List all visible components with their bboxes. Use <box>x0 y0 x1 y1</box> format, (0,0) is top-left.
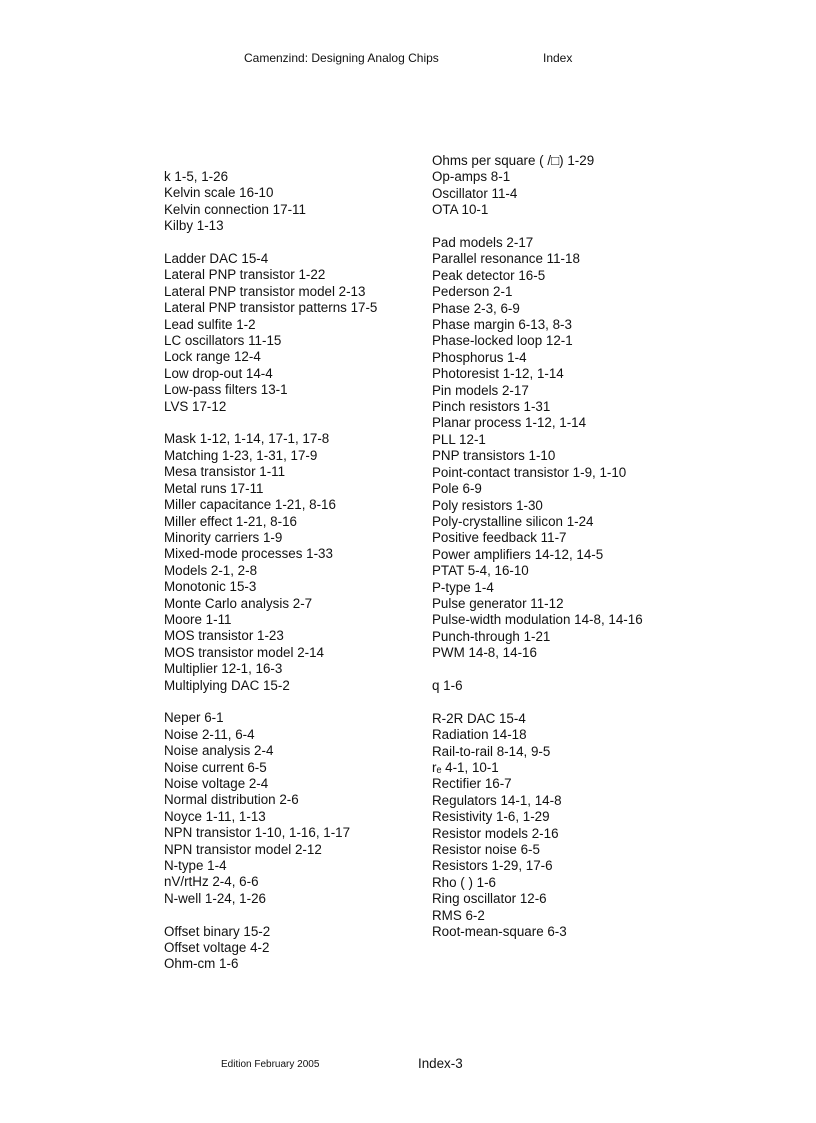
index-entry: Pederson 2-1 <box>432 284 513 300</box>
index-entry: Noise analysis 2-4 <box>164 743 274 759</box>
index-entry: Lock range 12-4 <box>164 349 261 365</box>
index-entry: Resistor noise 6-5 <box>432 842 540 858</box>
index-entry: Low-pass filters 13-1 <box>164 382 288 398</box>
index-entry: Mesa transistor 1-11 <box>164 464 286 480</box>
index-entry: q 1-6 <box>432 677 463 693</box>
index-entry: rₑ 4-1, 10-1 <box>432 759 499 775</box>
index-entry: Root-mean-square 6-3 <box>432 924 567 940</box>
index-entry: Low drop-out 14-4 <box>164 365 273 381</box>
index-letter-group <box>432 711 762 941</box>
index-entry: Lateral PNP transistor patterns 17-5 <box>164 300 378 316</box>
running-header-title: Camenzind: Designing Analog Chips <box>244 51 439 65</box>
index-entry: Lateral PNP transistor model 2-13 <box>164 283 366 299</box>
index-letter-group <box>432 678 762 694</box>
index-entry: MOS transistor model 2-14 <box>164 644 325 660</box>
index-entry: Regulators 14-1, 14-8 <box>432 792 562 808</box>
index-entry: MOS transistor 1-23 <box>164 628 284 644</box>
page-number: Index-3 <box>418 1056 463 1071</box>
index-entry: Kilby 1-13 <box>164 218 224 234</box>
index-entry: Pinch resistors 1-31 <box>432 399 551 415</box>
index-column-right <box>432 153 762 957</box>
index-entry: Resistor models 2-16 <box>432 825 559 841</box>
index-entry: PNP transistors 1-10 <box>432 448 556 464</box>
index-entry: Moore 1-11 <box>164 611 232 627</box>
index-entry: Miller capacitance 1-21, 8-16 <box>164 497 336 513</box>
index-entry: Ohms per square ( /□) 1-29 <box>432 153 595 168</box>
index-entry: Phosphorus 1-4 <box>432 349 527 365</box>
index-entry: Noise current 6-5 <box>164 759 267 775</box>
index-entry: Poly resistors 1-30 <box>432 497 543 513</box>
index-entry: Offset voltage 4-2 <box>164 940 270 956</box>
index-entry: Positive feedback 11-7 <box>432 530 567 546</box>
index-entry: Peak detector 16-5 <box>432 267 546 283</box>
index-entry: Noise voltage 2-4 <box>164 775 269 791</box>
index-entry: Rectifier 16-7 <box>432 776 512 792</box>
index-entry: Oscillator 11-4 <box>432 185 518 201</box>
index-entry: Lateral PNP transistor 1-22 <box>164 267 326 283</box>
index-entry: Parallel resonance 11-18 <box>432 251 580 267</box>
index-entry: R-2R DAC 15-4 <box>432 710 526 726</box>
index-entry: Power amplifiers 14-12, 14-5 <box>432 546 604 562</box>
index-entry: Noise 2-11, 6-4 <box>164 726 255 742</box>
index-entry: Models 2-1, 2-8 <box>164 562 258 578</box>
index-entry: Mask 1-12, 1-14, 17-1, 17-8 <box>164 431 330 447</box>
index-entry: Radiation 14-18 <box>432 727 527 743</box>
index-entry: Rail-to-rail 8-14, 9-5 <box>432 743 551 759</box>
index-entry: N-type 1-4 <box>164 858 227 874</box>
index-entry: Lead sulfite 1-2 <box>164 316 256 332</box>
index-entry: Pulse-width modulation 14-8, 14-16 <box>432 612 643 628</box>
index-entry: Resistors 1-29, 17-6 <box>432 858 553 874</box>
index-entry: Punch-through 1-21 <box>432 628 551 644</box>
index-entry: NPN transistor model 2-12 <box>164 841 322 857</box>
index-entry: Poly-crystalline silicon 1-24 <box>432 513 594 529</box>
index-entry: Neper 6-1 <box>164 710 224 726</box>
index-entry: Point-contact transistor 1-9, 1-10 <box>432 464 627 480</box>
index-entry: Phase margin 6-13, 8-3 <box>432 317 572 333</box>
index-entry: Kelvin scale 16-10 <box>164 185 274 201</box>
index-entry: Metal runs 17-11 <box>164 480 264 496</box>
index-entry: Pin models 2-17 <box>432 382 529 398</box>
index-entry: Pole 6-9 <box>432 481 482 497</box>
index-entry: PWM 14-8, 14-16 <box>432 645 537 661</box>
index-entry: Resistivity 1-6, 1-29 <box>432 809 550 825</box>
index-entry: Planar process 1-12, 1-14 <box>432 415 587 431</box>
index-entry: Rho ( ) 1-6 <box>432 874 496 890</box>
index-entry: k 1-5, 1-26 <box>164 169 229 184</box>
index-entry: Monte Carlo analysis 2-7 <box>164 595 313 611</box>
index-entry: Phase-locked loop 12-1 <box>432 333 573 349</box>
index-entry: Monotonic 15-3 <box>164 579 257 595</box>
index-entry: Noyce 1-11, 1-13 <box>164 808 266 824</box>
index-entry: Phase 2-3, 6-9 <box>432 300 520 316</box>
index-entry: RMS 6-2 <box>432 907 485 923</box>
index-letter-group <box>432 153 762 219</box>
index-entry: LVS 17-12 <box>164 398 227 414</box>
index-entry: Kelvin connection 17-11 <box>164 201 306 217</box>
index-entry: PTAT 5-4, 16-10 <box>432 563 529 579</box>
index-entry: Matching 1-23, 1-31, 17-9 <box>164 447 318 463</box>
index-letter-group <box>432 235 762 662</box>
index-entry: OTA 10-1 <box>432 202 489 218</box>
index-entry: Offset binary 15-2 <box>164 923 271 939</box>
index-entry: Multiplier 12-1, 16-3 <box>164 661 283 677</box>
index-entry: Pulse generator 11-12 <box>432 595 564 611</box>
index-entry: Ring oscillator 12-6 <box>432 891 547 907</box>
index-entry: P-type 1-4 <box>432 579 494 595</box>
running-header-section: Index <box>543 51 573 65</box>
index-entry: NPN transistor 1-10, 1-16, 1-17 <box>164 825 351 841</box>
footer-edition: Edition February 2005 <box>221 1059 320 1070</box>
index-entry: Multiplying DAC 15-2 <box>164 677 290 693</box>
index-entry: Mixed-mode processes 1-33 <box>164 546 333 562</box>
index-entry: Pad models 2-17 <box>432 235 534 251</box>
index-entry: Op-amps 8-1 <box>432 169 511 185</box>
index-entry: Ladder DAC 15-4 <box>164 251 269 267</box>
index-entry: Miller effect 1-21, 8-16 <box>164 513 297 529</box>
index-entry: N-well 1-24, 1-26 <box>164 890 266 906</box>
index-entry: Ohm-cm 1-6 <box>164 956 239 972</box>
index-entry: nV/rtHz 2-4, 6-6 <box>164 874 259 890</box>
index-entry: LC oscillators 11-15 <box>164 333 282 349</box>
index-entry: Photoresist 1-12, 1-14 <box>432 366 564 382</box>
index-entry: Normal distribution 2-6 <box>164 792 299 808</box>
index-entry: Minority carriers 1-9 <box>164 529 283 545</box>
index-entry: PLL 12-1 <box>432 431 486 447</box>
